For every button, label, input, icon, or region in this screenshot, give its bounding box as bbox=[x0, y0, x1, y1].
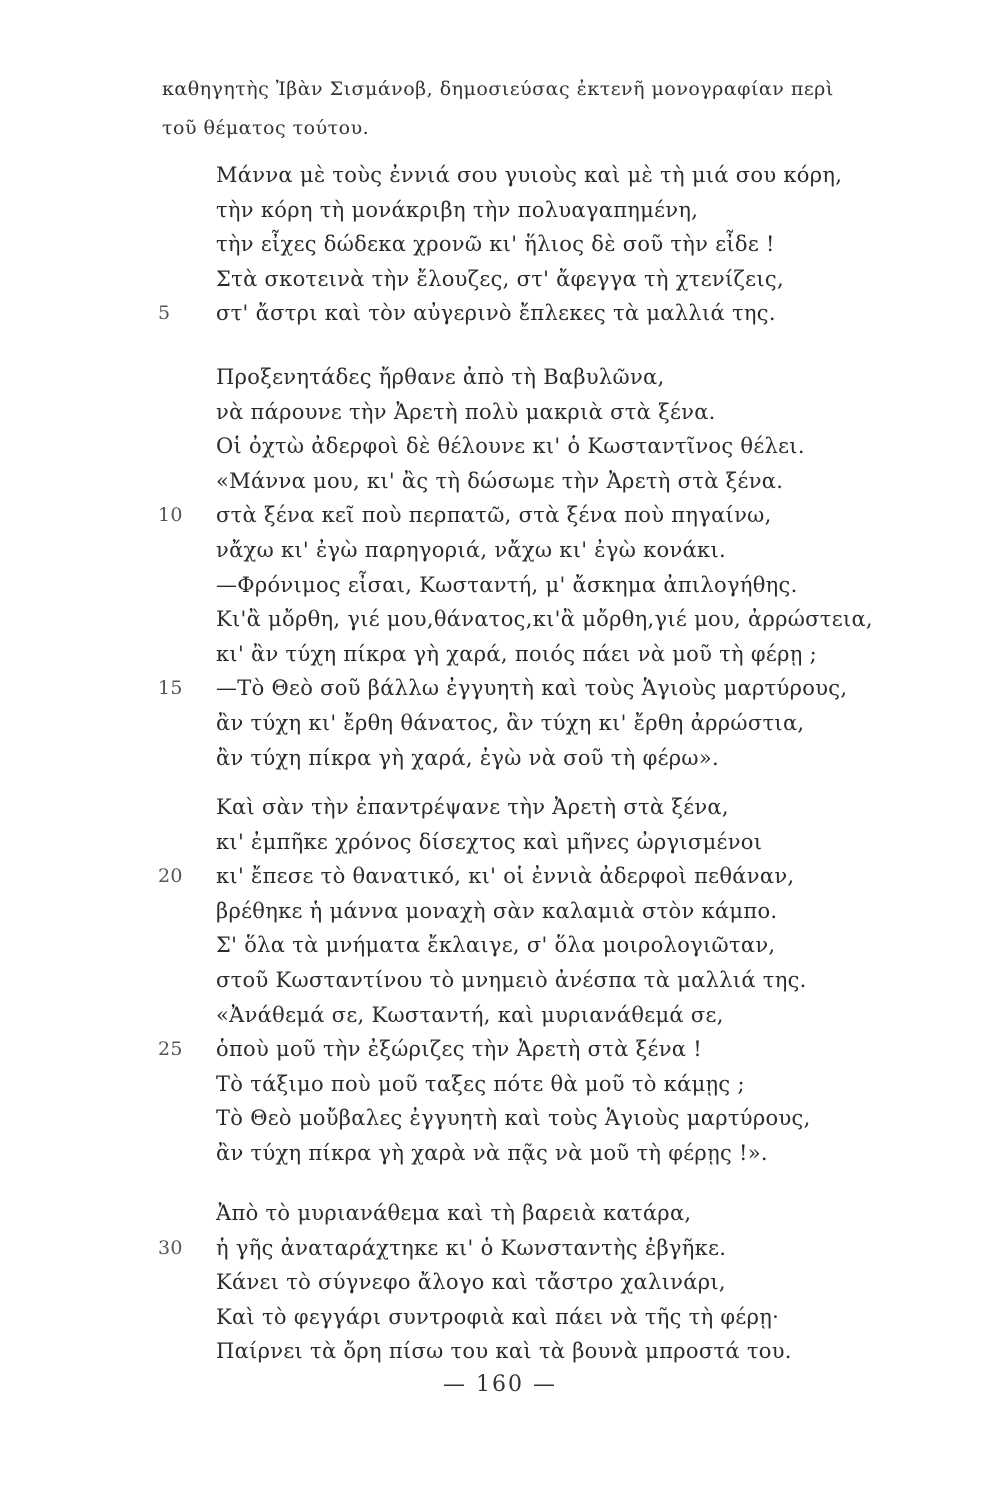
stanza-3 bbox=[0, 790, 1000, 1171]
poem-line bbox=[0, 1334, 1000, 1369]
poem-line bbox=[0, 790, 1000, 825]
poem-line bbox=[0, 464, 1000, 499]
line-text: —Φρόνιμος εἶσαι, Κωσταντή, μ' ἄσκημα ἀπιλογήθης. bbox=[216, 572, 798, 597]
line-text: Παίρνει τὰ ὄρη πίσω του καὶ τὰ βουνὰ μπροστά του. bbox=[216, 1339, 792, 1364]
poem-line bbox=[0, 671, 1000, 706]
line-text: κι' ἂν τύχη πίκρα γὴ χαρά, ποιός πάει νὰ μοῦ τὴ φέρῃ ; bbox=[216, 641, 817, 666]
poem-line bbox=[0, 706, 1000, 741]
intro-paragraph bbox=[162, 70, 982, 148]
line-text: ὁποὺ μοῦ τὴν ἐξώριζες τὴν Ἀρετὴ στὰ ξένα ! bbox=[216, 1037, 702, 1062]
poem-line bbox=[0, 859, 1000, 894]
poem-line bbox=[0, 395, 1000, 430]
line-text: ἂν τύχη πίκρα γὴ χαρά, ἐγὼ νὰ σοῦ τὴ φέρω». bbox=[216, 745, 719, 770]
line-text: Τὸ τάξιμο ποὺ μοῦ ταξες πότε θὰ μοῦ τὸ κάμῃς ; bbox=[216, 1071, 745, 1096]
line-text: κι' ἐμπῆκε χρόνος δίσεχτος καὶ μῆνες ὠργισμένοι bbox=[216, 829, 763, 854]
stanza-4 bbox=[0, 1196, 1000, 1369]
poem-line bbox=[0, 158, 1000, 193]
poem-line bbox=[0, 1300, 1000, 1335]
line-text: «Μάννα μου, κι' ἂς τὴ δώσωμε τὴν Ἀρετὴ στὰ ξένα. bbox=[216, 468, 784, 493]
line-text: κι' ἔπεσε τὸ θανατικό, κι' οἱ ἐννιὰ ἀδερφοὶ πεθάναν, bbox=[216, 864, 795, 889]
poem-line bbox=[0, 262, 1000, 297]
line-text: Κι'ἂ μὄρθη, γιέ μου,θάνατος,κι'ἂ μὄρθη,γιέ μου, ἀρρώστεια, bbox=[216, 607, 873, 632]
line-text: Μάννα μὲ τοὺς ἐννιά σου γυιοὺς καὶ μὲ τὴ μιά σου κόρη, bbox=[216, 163, 843, 187]
page-number: — 160 — bbox=[443, 1372, 557, 1397]
poem-line bbox=[0, 1067, 1000, 1102]
poem-line bbox=[0, 568, 1000, 603]
line-text: νὰ πάρουνε τὴν Ἀρετὴ πολὺ μακριὰ στὰ ξένα. bbox=[216, 399, 716, 424]
poem-line bbox=[0, 1101, 1000, 1136]
line-text: Καὶ σὰν τὴν ἐπαντρέψανε τὴν Ἀρετὴ στὰ ξένα, bbox=[216, 795, 729, 819]
line-text: ἂν τύχη κι' ἔρθη θάνατος, ἂν τύχη κι' ἔρθη ἀρρώστια, bbox=[216, 710, 805, 735]
line-text: βρέθηκε ἡ μάννα μοναχὴ σὰν καλαμιὰ στὸν κάμπο. bbox=[216, 898, 778, 923]
line-text: Καὶ τὸ φεγγάρι συντροφιὰ καὶ πάει νὰ τῆς τὴ φέρῃ· bbox=[216, 1304, 780, 1329]
intro-line: τοῦ θέματος τούτου. bbox=[162, 117, 370, 139]
poem-line bbox=[0, 928, 1000, 963]
poem-line bbox=[0, 894, 1000, 929]
line-number: 15 bbox=[158, 677, 183, 700]
line-text: στὰ ξένα κεῖ ποὺ περπατῶ, στὰ ξένα ποὺ πηγαίνω, bbox=[216, 503, 772, 528]
poem-line bbox=[0, 637, 1000, 672]
line-text: Προξενητάδες ἤρθανε ἀπὸ τὴ Βαβυλῶνα, bbox=[216, 365, 665, 389]
poem-line bbox=[0, 602, 1000, 637]
poem-line bbox=[0, 1136, 1000, 1171]
line-text: τὴν εἶχες δώδεκα χρονῶ κι' ἥλιος δὲ σοῦ τὴν εἶδε ! bbox=[216, 232, 775, 257]
line-text: νἄχω κι' ἐγὼ παρηγοριά, νἄχω κι' ἐγὼ κονάκι. bbox=[216, 537, 726, 562]
stanza-1 bbox=[0, 158, 1000, 331]
line-text: Κάνει τὸ σύγνεφο ἄλογο καὶ τἄστρο χαλινάρι, bbox=[216, 1270, 726, 1295]
poem-line bbox=[0, 998, 1000, 1033]
poem-line bbox=[0, 1265, 1000, 1300]
line-text: Ἀπὸ τὸ μυριανάθεμα καὶ τὴ βαρειὰ κατάρα, bbox=[216, 1201, 692, 1225]
line-text: —Τὸ Θεὸ σοῦ βάλλω ἐγγυητὴ καὶ τοὺς Ἁγιοὺς μαρτύρους, bbox=[216, 676, 848, 701]
line-text: στ' ἄστρι καὶ τὸν αὐγερινὸ ἔπλεκες τὰ μαλλιά της. bbox=[216, 301, 776, 326]
poem-line bbox=[0, 227, 1000, 262]
poem-line bbox=[0, 741, 1000, 776]
line-text: Στὰ σκοτεινὰ τὴν ἔλουζες, στ' ἄφεγγα τὴ χτενίζεις, bbox=[216, 266, 784, 291]
line-text: Σ' ὅλα τὰ μνήματα ἔκλαιγε, σ' ὅλα μοιρολογιῶταν, bbox=[216, 933, 776, 958]
line-number: 10 bbox=[158, 504, 183, 527]
poem-line bbox=[0, 533, 1000, 568]
poem-line bbox=[0, 296, 1000, 331]
poem-line bbox=[0, 1231, 1000, 1266]
poem-line bbox=[0, 1032, 1000, 1067]
stanza-2 bbox=[0, 360, 1000, 775]
poem-line bbox=[0, 1196, 1000, 1231]
line-text: «Ἀνάθεμά σε, Κωσταντή, καὶ μυριανάθεμά σε, bbox=[216, 1002, 724, 1027]
intro-line: καθηγητὴς Ἰβὰν Σισμάνοβ, δημοσιεύσας ἐκτενῆ μονογραφίαν περὶ bbox=[162, 78, 834, 100]
poem-line bbox=[0, 360, 1000, 395]
line-number: 5 bbox=[158, 302, 171, 325]
poem-line bbox=[0, 498, 1000, 533]
line-number: 20 bbox=[158, 865, 183, 888]
line-text: τὴν κόρη τὴ μονάκριβη τὴν πολυαγαπημένη, bbox=[216, 197, 699, 222]
line-text: στοῦ Κωσταντίνου τὸ μνημειὸ ἀνέσπα τὰ μαλλιά της. bbox=[216, 967, 807, 992]
line-text: Τὸ Θεὸ μοὔβαλες ἐγγυητὴ καὶ τοὺς Ἁγιοὺς μαρτύρους, bbox=[216, 1106, 811, 1131]
poem-line bbox=[0, 429, 1000, 464]
poem-line bbox=[0, 963, 1000, 998]
line-number: 25 bbox=[158, 1038, 183, 1061]
line-number: 30 bbox=[158, 1236, 183, 1259]
line-text: ἡ γῆς ἀναταράχτηκε κι' ὁ Κωνσταντὴς ἐβγῆκε. bbox=[216, 1235, 727, 1260]
line-text: Οἱ ὀχτὼ ἀδερφοὶ δὲ θέλουνε κι' ὁ Κωσταντῖνος θέλει. bbox=[216, 434, 805, 459]
poem-line bbox=[0, 193, 1000, 228]
line-text: ἂν τύχη πίκρα γὴ χαρὰ νὰ πᾷς νὰ μοῦ τὴ φέρῃς !». bbox=[216, 1140, 768, 1165]
poem-line bbox=[0, 825, 1000, 860]
